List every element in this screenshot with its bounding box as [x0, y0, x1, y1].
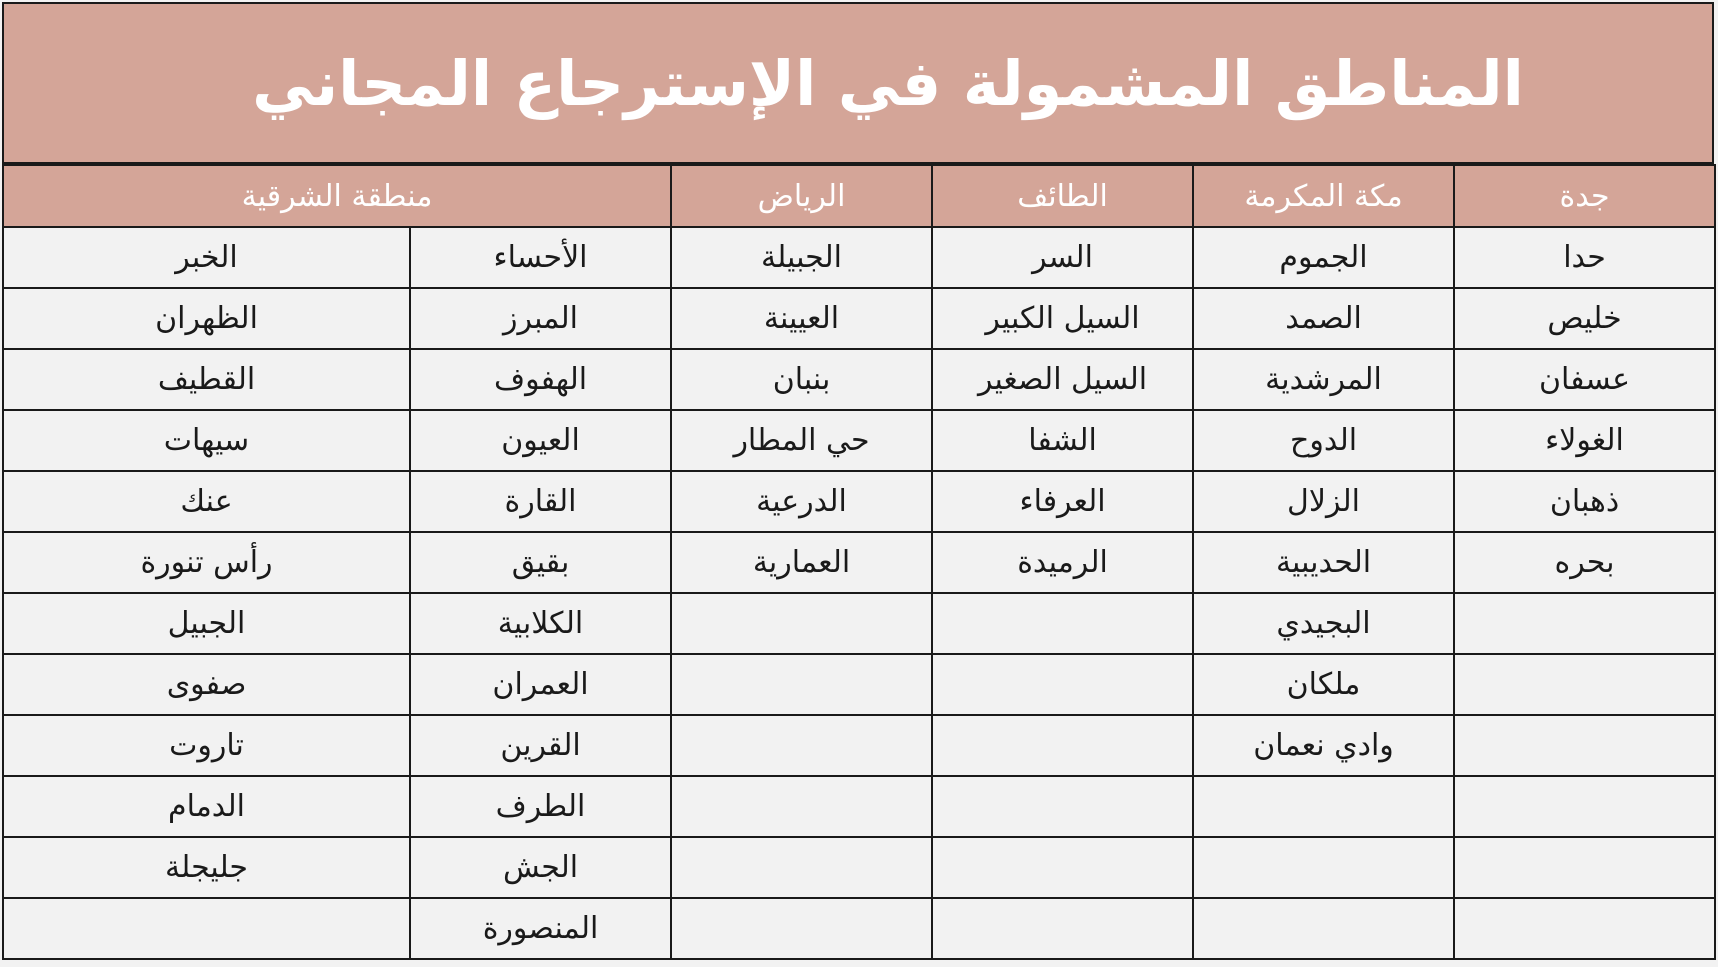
table-cell	[671, 837, 932, 898]
table-row	[3, 410, 1715, 471]
table-cell: عسفان	[1454, 349, 1715, 410]
table-cell: القارة	[410, 471, 671, 532]
table-cell: بقيق	[410, 532, 671, 593]
table-cell: الجش	[410, 837, 671, 898]
table-cell: حي المطار	[671, 410, 932, 471]
table-cell	[932, 654, 1193, 715]
table-cell	[671, 715, 932, 776]
table-cell: القطيف	[3, 349, 410, 410]
table-cell: بحره	[1454, 532, 1715, 593]
table-cell: الظهران	[3, 288, 410, 349]
table-cell: العرفاء	[932, 471, 1193, 532]
table-cell: جليجلة	[3, 837, 410, 898]
column-header-riyadh: الرياض	[671, 165, 932, 227]
table-row	[3, 776, 1715, 837]
table-cell: الرميدة	[932, 532, 1193, 593]
table-row	[3, 593, 1715, 654]
table-cell: العيينة	[671, 288, 932, 349]
page-title: المناطق المشمولة في الإسترجاع المجاني	[252, 46, 1524, 120]
table-cell: العيون	[410, 410, 671, 471]
column-header-eastern-region: منطقة الشرقية	[3, 165, 671, 227]
table-cell: ذهبان	[1454, 471, 1715, 532]
table-cell: الجبيلة	[671, 227, 932, 288]
table-cell: الدوح	[1193, 410, 1454, 471]
table-cell: رأس تنورة	[3, 532, 410, 593]
table-cell	[932, 776, 1193, 837]
table-cell: الغولاء	[1454, 410, 1715, 471]
table-cell: السر	[932, 227, 1193, 288]
table-cell	[932, 898, 1193, 959]
table-cell: الجبيل	[3, 593, 410, 654]
table-cell: العمارية	[671, 532, 932, 593]
table-cell: الهفوف	[410, 349, 671, 410]
table-row	[3, 288, 1715, 349]
table-cell: القرين	[410, 715, 671, 776]
table-row	[3, 837, 1715, 898]
table-cell	[1454, 776, 1715, 837]
table-row	[3, 654, 1715, 715]
table-row	[3, 532, 1715, 593]
table-cell: الدمام	[3, 776, 410, 837]
table-header-row	[3, 165, 1715, 227]
table-cell: المنصورة	[410, 898, 671, 959]
table-cell: الصمد	[1193, 288, 1454, 349]
table-cell	[1454, 898, 1715, 959]
column-header-taif: الطائف	[932, 165, 1193, 227]
table-cell: السيل الكبير	[932, 288, 1193, 349]
table-cell: تاروت	[3, 715, 410, 776]
table-cell: خليص	[1454, 288, 1715, 349]
table-cell: صفوى	[3, 654, 410, 715]
table-cell: الزلال	[1193, 471, 1454, 532]
table-cell: ملكان	[1193, 654, 1454, 715]
table-cell	[671, 776, 932, 837]
table-cell	[1454, 593, 1715, 654]
table-cell: البجيدي	[1193, 593, 1454, 654]
table-cell	[1193, 898, 1454, 959]
table-cell: سيهات	[3, 410, 410, 471]
table-cell: الشفا	[932, 410, 1193, 471]
table-cell: المرشدية	[1193, 349, 1454, 410]
table-cell	[671, 593, 932, 654]
title-banner	[2, 2, 1714, 164]
table-cell: الخبر	[3, 227, 410, 288]
table-cell	[932, 837, 1193, 898]
table-cell: الكلابية	[410, 593, 671, 654]
table-cell	[1193, 776, 1454, 837]
table-cell	[1193, 837, 1454, 898]
table-cell	[671, 654, 932, 715]
table-row	[3, 471, 1715, 532]
table-cell: الأحساء	[410, 227, 671, 288]
table-cell	[671, 898, 932, 959]
table-cell: المبرز	[410, 288, 671, 349]
table-cell	[1454, 654, 1715, 715]
table-cell: الطرف	[410, 776, 671, 837]
table-cell	[932, 715, 1193, 776]
table-body	[3, 227, 1715, 959]
table-cell	[1454, 715, 1715, 776]
table-cell	[932, 593, 1193, 654]
table-cell: الجموم	[1193, 227, 1454, 288]
table-cell: الدرعية	[671, 471, 932, 532]
table-cell: السيل الصغير	[932, 349, 1193, 410]
table-row	[3, 227, 1715, 288]
column-header-jeddah: جدة	[1454, 165, 1715, 227]
table-row	[3, 715, 1715, 776]
table-row	[3, 349, 1715, 410]
table-cell: عنك	[3, 471, 410, 532]
table-cell: الحديبية	[1193, 532, 1454, 593]
table-cell	[3, 898, 410, 959]
table-cell: بنبان	[671, 349, 932, 410]
table-row	[3, 898, 1715, 959]
regions-table	[2, 164, 1716, 960]
table-cell: وادي نعمان	[1193, 715, 1454, 776]
column-header-makkah: مكة المكرمة	[1193, 165, 1454, 227]
table-cell: حدا	[1454, 227, 1715, 288]
table-cell: العمران	[410, 654, 671, 715]
table-cell	[1454, 837, 1715, 898]
